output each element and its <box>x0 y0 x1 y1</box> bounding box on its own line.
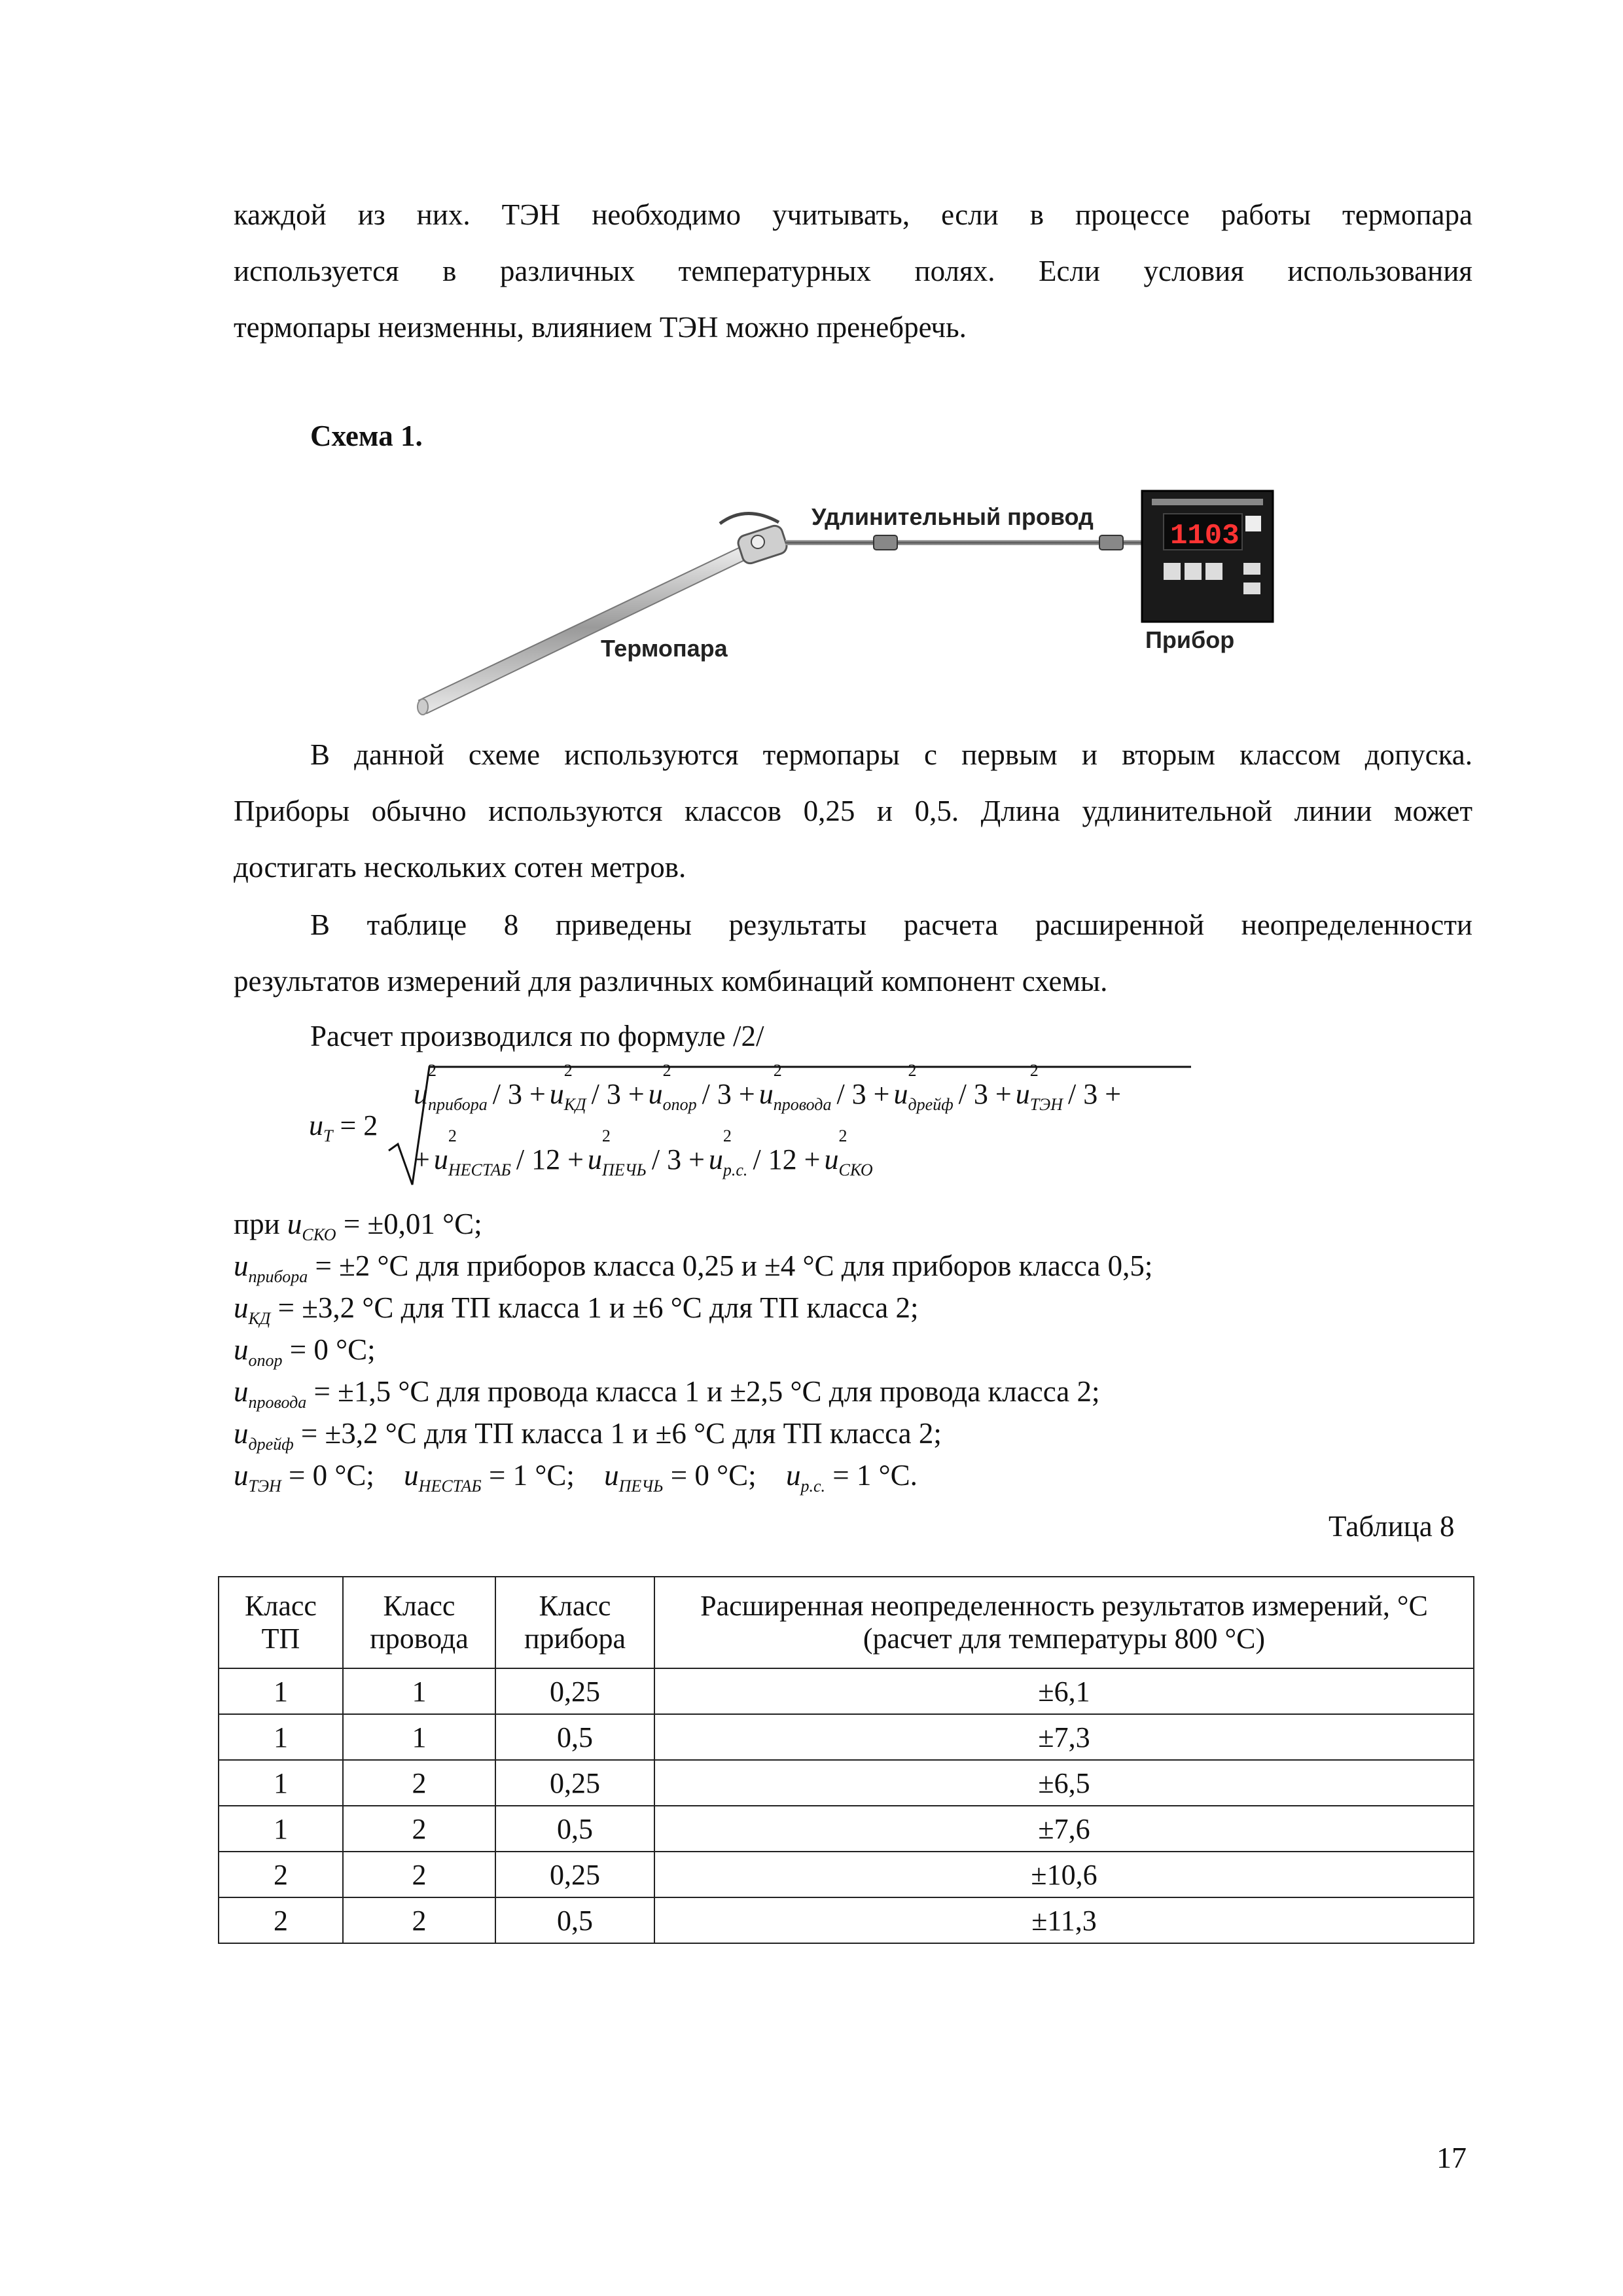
text-line: термопары неизменны, влиянием ТЭН можно пренебречь. <box>234 311 967 344</box>
header-device-class: Класс прибора <box>495 1577 654 1668</box>
formula-lhs: $u_T = 2$ <box>309 1109 378 1145</box>
cell-device-class: 0,25 <box>495 1852 654 1897</box>
cell-uncertainty: ±10,6 <box>654 1852 1474 1897</box>
cell-device-class: 0,5 <box>495 1897 654 1943</box>
cell-device-class: 0,25 <box>495 1668 654 1714</box>
cell-wire-class: 2 <box>343 1760 495 1806</box>
paragraph-scheme-description <box>234 726 1472 783</box>
formula-term: u 2 $_{ТЭН}$ / 3 + <box>1015 1061 1122 1114</box>
cell-wire-class: 1 <box>343 1668 495 1714</box>
formula-term: + u 2 $_{НЕСТАБ}$ / 12 + <box>414 1126 584 1179</box>
definition-pribora: $u_{прибора} = \pm 2$ °C для приборов класса 0,25 и ±4 °C для приборов класса 0,5; <box>234 1249 1153 1286</box>
formula-line-1 <box>414 1061 1125 1115</box>
device-icon <box>1142 491 1273 622</box>
cell-uncertainty: ±6,5 <box>654 1760 1474 1806</box>
definition-opor: $u_{опор} = 0$ °C; <box>234 1333 376 1370</box>
table-row <box>219 1668 1474 1714</box>
device-display: 1103 <box>1170 520 1240 552</box>
formula-term: u 2 $_{опор}$ / 3 + <box>648 1061 755 1114</box>
definition-provoda: $u_{провода} = \pm 1,5$ °C для провода класса 1 и ±2,5 °C для провода класса 2; <box>234 1375 1100 1412</box>
text-line: достигать нескольких сотен метров. <box>234 851 687 884</box>
text-line: Расчет производился по формуле /2/ <box>310 1020 764 1052</box>
formula-term: u 2 $_{прибора}$ / 3 + <box>414 1061 546 1114</box>
page-number: 17 <box>1436 2141 1467 2174</box>
cell-device-class: 0,5 <box>495 1714 654 1760</box>
text-line: Приборы обычно используются классов 0,25 и 0,5. Длина удлинительной линии может <box>234 795 1472 827</box>
table-row <box>219 1806 1474 1852</box>
scheme-title: Схема 1. <box>310 420 423 452</box>
cell-tp-class: 1 <box>219 1806 343 1852</box>
thermocouple-label: Термопара <box>601 635 728 662</box>
formula-term: u 2 $_{СКО}$ <box>824 1126 873 1179</box>
formula-line-2 <box>414 1126 877 1181</box>
definition-dreif: $u_{дрейф} = \pm 3,2$ °C для ТП класса 1 и ±6 °C для ТП класса 2; <box>234 1417 942 1454</box>
cell-tp-class: 1 <box>219 1668 343 1714</box>
cell-tp-class: 2 <box>219 1852 343 1897</box>
text-line: результатов измерений для различных комбинаций компонент схемы. <box>234 965 1108 997</box>
formula-term: u 2 $_{р.с.}$ / 12 + <box>708 1126 821 1179</box>
formula-term: u 2 $_{ПЕЧЬ}$ / 3 + <box>587 1126 705 1179</box>
device-label: Прибор <box>1145 626 1235 653</box>
cell-tp-class: 1 <box>219 1714 343 1760</box>
header-wire-class: Класс провода <box>343 1577 495 1668</box>
table-row <box>219 1760 1474 1806</box>
paragraph-table-reference <box>234 897 1472 953</box>
table-caption: Таблица 8 <box>1329 1510 1455 1543</box>
wire-label: Удлинительный провод <box>812 503 1094 530</box>
results-table <box>218 1576 1474 1944</box>
definition-sko: при $u_{СКО} = \pm 0,01$ °C; <box>234 1208 482 1244</box>
formula-term: u 2 $_{провода}$ / 3 + <box>758 1061 890 1114</box>
intro-paragraph <box>234 187 1472 355</box>
table-row <box>219 1852 1474 1897</box>
cell-wire-class: 2 <box>343 1897 495 1943</box>
cell-wire-class: 2 <box>343 1806 495 1852</box>
cell-uncertainty: ±7,6 <box>654 1806 1474 1852</box>
scheme-illustration <box>393 478 1309 726</box>
text-line: каждой из них. ТЭН необходимо учитывать, если в процессе работы термопара <box>234 198 1472 231</box>
table-header-row <box>219 1577 1474 1668</box>
paragraph-formula-intro <box>234 1008 1472 1064</box>
cell-uncertainty: ±6,1 <box>654 1668 1474 1714</box>
text-line: В данной схеме используются термопары с первым и вторым классом допуска. <box>310 738 1472 771</box>
cell-tp-class: 1 <box>219 1760 343 1806</box>
paragraph-scheme-description-cont <box>234 783 1472 895</box>
cell-wire-class: 1 <box>343 1714 495 1760</box>
cell-uncertainty: ±11,3 <box>654 1897 1474 1943</box>
thermocouple-icon <box>418 513 789 715</box>
definition-kd: $u_{КД} = \pm 3,2$ °C для ТП класса 1 и ±6 °C для ТП класса 2; <box>234 1291 919 1328</box>
cell-wire-class: 2 <box>343 1852 495 1897</box>
cell-device-class: 0,5 <box>495 1806 654 1852</box>
definition-misc: $u_{ТЭН} = 0$ °C; $u_{НЕСТАБ} = 1$ °C; $u_{ПЕЧЬ} = 0$ °C; $u_{р.с.} = 1$ °C. <box>234 1459 918 1496</box>
table-row <box>219 1897 1474 1943</box>
table-row <box>219 1714 1474 1760</box>
cell-device-class: 0,25 <box>495 1760 654 1806</box>
text-line: используется в различных температурных полях. Если условия использования <box>234 255 1472 287</box>
header-tp-class: Класс ТП <box>219 1577 343 1668</box>
formula-term: u 2 $_{КД}$ / 3 + <box>549 1061 645 1114</box>
text-line: В таблице 8 приведены результаты расчета расширенной неопределенности <box>310 908 1472 941</box>
paragraph-table-reference-cont <box>234 953 1472 1009</box>
formula-term: u 2 $_{дрейф}$ / 3 + <box>893 1061 1012 1114</box>
header-uncertainty: Расширенная неопределенность результатов измерений, °C (расчет для температуры 800 °C) <box>654 1577 1474 1668</box>
cell-tp-class: 2 <box>219 1897 343 1943</box>
cell-uncertainty: ±7,3 <box>654 1714 1474 1760</box>
